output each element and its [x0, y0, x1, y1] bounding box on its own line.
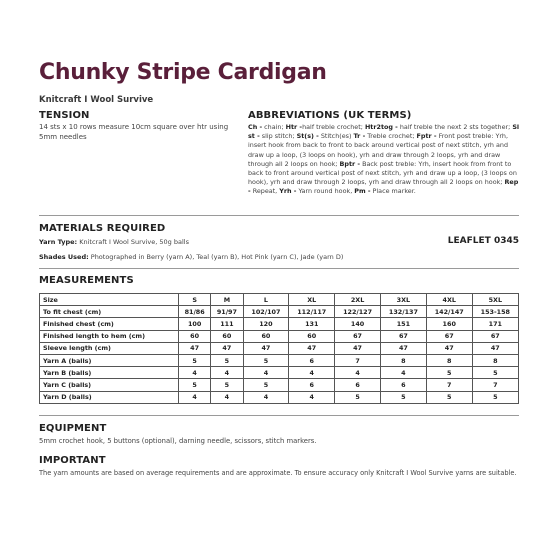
row-label: To fit chest (cm)	[40, 306, 179, 318]
row-label: Size	[40, 294, 179, 306]
table-cell: 47	[179, 342, 211, 354]
row-label: Yarn D (balls)	[40, 391, 179, 403]
table-cell: 142/147	[426, 306, 472, 318]
row-label: Finished length to hem (cm)	[40, 330, 179, 342]
row-label: Yarn C (balls)	[40, 379, 179, 391]
table-cell: 4	[179, 391, 211, 403]
table-cell: 60	[243, 330, 289, 342]
table-cell: 47	[243, 342, 289, 354]
table-cell: 122/127	[335, 306, 381, 318]
table-cell: 5	[179, 354, 211, 366]
shades-label: Shades Used:	[39, 253, 89, 261]
table-cell: 5	[472, 391, 518, 403]
table-cell: 7	[426, 379, 472, 391]
table-cell: 4	[289, 391, 335, 403]
abbreviation-term: Htr -	[285, 123, 303, 131]
abbreviation-definition: Back post treble: Yrh, insert hook from front to back to front around vertical post of next stitch, yrh and draw up a loop, (3 loops on hook), yrh and draw through 2 loops, yrh and draw through all 2 loops on hook;	[248, 159, 517, 187]
row-label: Yarn A (balls)	[40, 354, 179, 366]
abbreviation-term: Yrh -	[279, 187, 297, 196]
table-cell: 6	[380, 379, 426, 391]
table-cell: 47	[426, 342, 472, 354]
table-row	[40, 306, 519, 318]
table-cell: 6	[335, 379, 381, 391]
table-row	[40, 330, 519, 342]
abbreviation-definition: Stitch(es)	[318, 132, 354, 141]
table-cell: 60	[179, 330, 211, 342]
materials-heading: MATERIALS REQUIRED	[39, 223, 166, 234]
table-cell: 5	[211, 354, 243, 366]
table-cell: 5	[179, 379, 211, 391]
table-cell: 7	[472, 379, 518, 391]
table-cell: 4	[179, 367, 211, 379]
table-cell: 67	[335, 330, 381, 342]
table-cell: 47	[211, 342, 243, 354]
table-cell: S	[179, 294, 211, 306]
table-cell: 171	[472, 318, 518, 330]
table-cell: 140	[335, 318, 381, 330]
abbreviation-definition: Repeat,	[250, 187, 280, 196]
table-cell: 47	[335, 342, 381, 354]
shades-used	[39, 253, 343, 261]
table-cell: 100	[179, 318, 211, 330]
table-row	[40, 379, 519, 391]
table-cell: 8	[426, 354, 472, 366]
yarn-type-value: Knitcraft I Wool Survive, 50g balls	[77, 238, 189, 246]
important-text: The yarn amounts are based on average requirements and are approximate. To ensure accuracy only Knitcraft I Wool Survive yarns are suitable.	[39, 469, 517, 477]
table-cell: 67	[380, 330, 426, 342]
table-cell: 4XL	[426, 294, 472, 306]
row-label: Sleeve length (cm)	[40, 342, 179, 354]
abbreviation-definition: half treble the next 2 sts together;	[397, 123, 513, 131]
yarn-type	[39, 238, 189, 246]
table-cell: 67	[472, 330, 518, 342]
table-cell: 4	[380, 367, 426, 379]
measurements-heading: MEASUREMENTS	[39, 275, 134, 286]
page-title: Chunky Stripe Cardigan	[39, 60, 327, 85]
table-cell: 8	[472, 354, 518, 366]
measurements-table	[39, 293, 519, 404]
abbreviation-definition: chain;	[262, 123, 286, 131]
table-cell: 4	[211, 367, 243, 379]
table-cell: 5XL	[472, 294, 518, 306]
table-cell: 5	[472, 367, 518, 379]
divider	[39, 215, 519, 216]
table-cell: 4	[335, 367, 381, 379]
leaflet-number: LEAFLET 0345	[447, 236, 519, 246]
table-cell: 102/107	[243, 306, 289, 318]
equipment-heading: EQUIPMENT	[39, 423, 107, 434]
table-cell: 112/117	[289, 306, 335, 318]
yarn-type-label: Yarn Type:	[39, 238, 78, 246]
row-label: Finished chest (cm)	[40, 318, 179, 330]
table-row	[40, 318, 519, 330]
abbreviation-definition: Yarn round hook,	[296, 187, 355, 196]
table-cell: 91/97	[211, 306, 243, 318]
table-header-row	[40, 294, 519, 306]
abbreviation-term: Tr -	[353, 132, 366, 141]
table-cell: 4	[211, 391, 243, 403]
abbreviation-definition: Place marker.	[370, 187, 416, 196]
table-cell: L	[243, 294, 289, 306]
table-cell: 4	[243, 391, 289, 403]
table-cell: 3XL	[380, 294, 426, 306]
table-cell: 5	[380, 391, 426, 403]
abbreviation-definition: Front post treble: Yrh, insert hook from back to front to back around vertical post of next stitch, yrh and draw up a loop, (3 loops on hook), yrh and draw through 2 loops, yrh and draw through all 2 loops on hook;	[248, 132, 509, 168]
table-cell: 5	[335, 391, 381, 403]
tension-text: 14 sts x 10 rows measure 10cm square over htr using 5mm needles	[39, 123, 229, 141]
table-cell: 5	[243, 354, 289, 366]
table-cell: 120	[243, 318, 289, 330]
abbreviation-term: Rep -	[248, 178, 519, 196]
table-cell: 7	[335, 354, 381, 366]
table-cell: 2XL	[335, 294, 381, 306]
tension-heading: TENSION	[39, 110, 90, 121]
row-label: Yarn B (balls)	[40, 367, 179, 379]
divider	[39, 268, 519, 269]
table-cell: 6	[289, 379, 335, 391]
abbreviation-term: Sl st -	[248, 123, 520, 141]
abbreviation-term: Htr2tog -	[364, 123, 398, 131]
table-row	[40, 354, 519, 366]
table-cell: 160	[426, 318, 472, 330]
table-cell: M	[211, 294, 243, 306]
table-cell: 5	[426, 391, 472, 403]
abbreviation-term: Ch -	[248, 123, 263, 131]
abbreviation-term: Fptr -	[416, 132, 437, 141]
table-cell: 60	[211, 330, 243, 342]
table-cell: 5	[426, 367, 472, 379]
table-cell: 67	[426, 330, 472, 342]
abbreviation-term: Pm -	[354, 187, 371, 196]
table-cell: XL	[289, 294, 335, 306]
equipment-text: 5mm crochet hook, 5 buttons (optional), darning needle, scissors, stitch markers.	[39, 437, 317, 445]
table-row	[40, 391, 519, 403]
divider	[39, 415, 519, 416]
abbreviation-definition: half treble crochet;	[302, 123, 365, 131]
table-cell: 5	[211, 379, 243, 391]
table-cell: 4	[289, 367, 335, 379]
abbreviation-definition: Treble crochet;	[365, 132, 417, 141]
shades-value: Photographed in Berry (yarn A), Teal (yarn B), Hot Pink (yarn C), Jade (yarn D)	[88, 253, 344, 261]
table-cell: 47	[289, 342, 335, 354]
table-cell: 131	[289, 318, 335, 330]
table-cell: 8	[380, 354, 426, 366]
table-cell: 151	[380, 318, 426, 330]
table-cell: 132/137	[380, 306, 426, 318]
abbreviations-text	[248, 123, 520, 197]
table-cell: 4	[243, 367, 289, 379]
table-row	[40, 367, 519, 379]
table-cell: 47	[380, 342, 426, 354]
abbreviation-definition: slip stitch;	[259, 132, 297, 141]
abbreviations-heading: ABBREVIATIONS (UK TERMS)	[248, 110, 412, 121]
abbreviation-term: St(s) -	[296, 132, 319, 141]
abbreviation-term: Bptr -	[339, 159, 361, 168]
table-cell: 153-158	[472, 306, 518, 318]
table-cell: 5	[243, 379, 289, 391]
table-row	[40, 342, 519, 354]
important-heading: IMPORTANT	[39, 455, 106, 466]
page-subtitle: Knitcraft I Wool Survive	[39, 95, 154, 105]
table-cell: 47	[472, 342, 518, 354]
table-cell: 6	[289, 354, 335, 366]
table-cell: 111	[211, 318, 243, 330]
table-cell: 81/86	[179, 306, 211, 318]
table-cell: 60	[289, 330, 335, 342]
